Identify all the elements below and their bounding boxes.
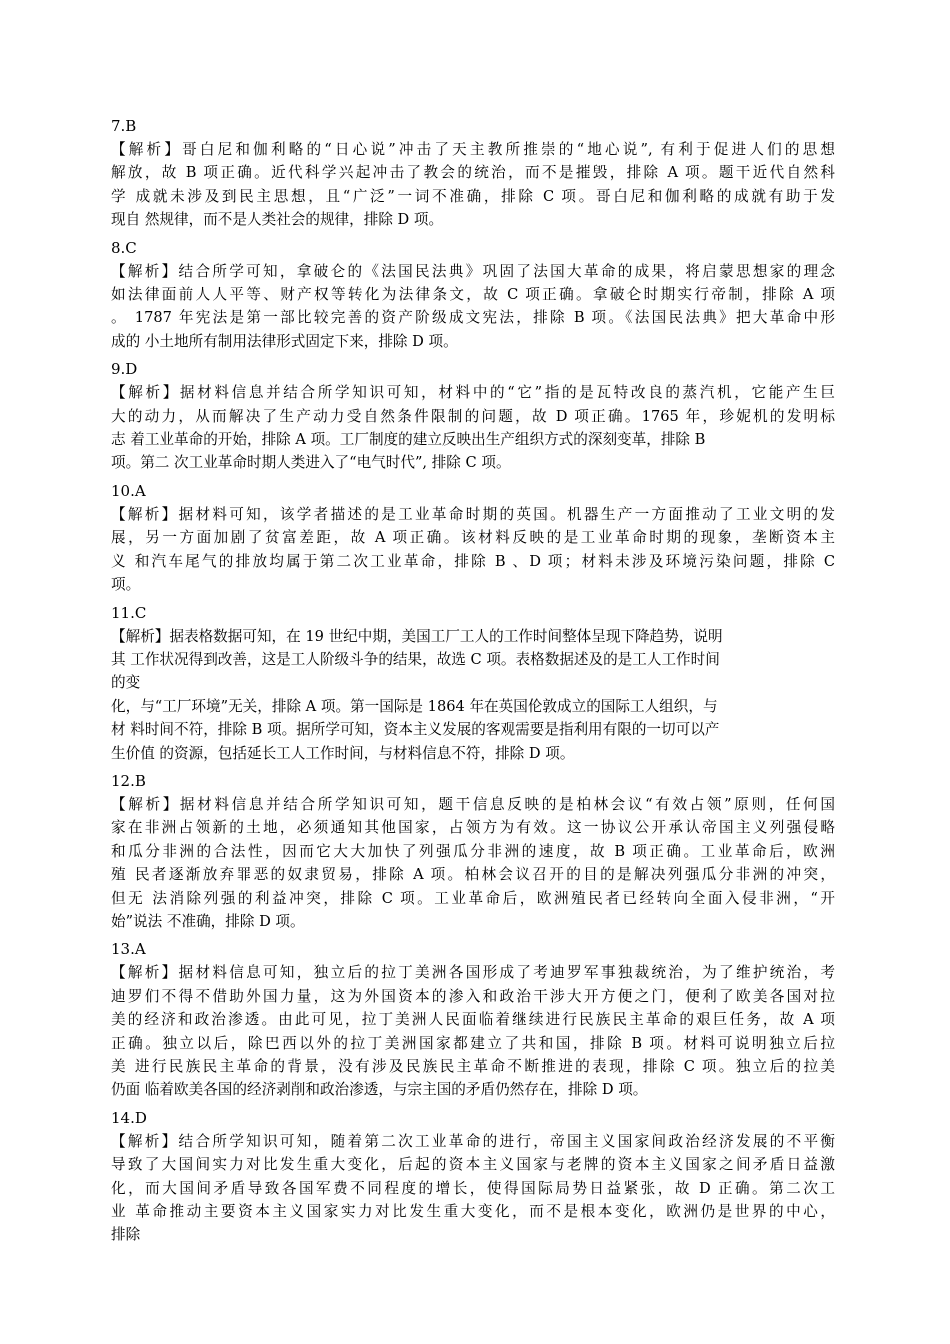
explanation-line: 【解析】据表格数据可知，在 19 世纪中期，美国工厂工人的工作时间整体呈现下降趋势，说明 <box>111 627 723 645</box>
explanation-line: 【解析】哥白尼和伽利略的“日心说”冲击了天主教所推崇的“地心说”, 有利于促进人们的思想 <box>111 141 835 158</box>
answer-item-7 <box>111 114 835 232</box>
explanation-line: 始”说法 不准确，排除 D 项。 <box>111 912 305 930</box>
explanation-line: 美 进行民族民主革命的背景，没有涉及民族民主革命不断推进的表现，排除 C 项。独立后的拉美 <box>111 1058 835 1075</box>
answer-item-14 <box>111 1106 835 1247</box>
answer-item-13 <box>111 937 835 1101</box>
explanation-line: 但无 法消除列强的利益冲突，排除 C 项。工业革命后，欧洲殖民者已经转向全面入侵非洲，“开 <box>111 889 835 907</box>
answer-number: 7.B <box>111 117 137 135</box>
answer-number: 10.A <box>111 481 146 500</box>
explanation-line: 仍面 临着欧美各国的经济剥削和政治渗透，与宗主国的矛盾仍然存在，排除 D 项。 <box>111 1081 648 1099</box>
explanation-line: 义 和汽车尾气的排放均属于第二次工业革命，排除 B 、D 项；材料未涉及环境污染问题，排除 C <box>111 552 835 570</box>
explanation-line: 和瓜分非洲的合法性，因而它大大加快了列强瓜分非洲的速度，故 B 项正确。工业革命后，欧洲 <box>111 842 835 860</box>
explanation-line: 化，而大国间矛盾导致各国军费不同程度的增长，使得国际局势日益紧张，故 D 正确。第二次工 <box>111 1179 835 1197</box>
answer-explanation <box>111 138 835 232</box>
explanation-line: 【解析】据材料可知，该学者描述的是工业革命时期的英国。机器生产一方面推动了工业文明的发 <box>111 505 835 523</box>
explanation-line: 【解析】结合所学知识可知，随着第二次工业革命的进行，帝国主义国家间政治经济发展的不平衡 <box>111 1132 835 1150</box>
explanation-line: 现自 然规律，而不是人类社会的规律，排除 D 项。 <box>111 211 444 229</box>
answer-number: 8.C <box>111 238 137 257</box>
answer-number: 13.A <box>111 940 146 959</box>
explanation-line: 化，与“工厂环境”无关，排除 A 项。第一国际是 1864 年在英国伦敦成立的国际工人组织，与 <box>111 697 718 715</box>
explanation-line: 【解析】结合所学可知，拿破仑的《法国民法典》巩固了法国大革命的成果，将启蒙思想家的理念 <box>111 262 835 280</box>
explanation-line: 迪罗们不得不借助外国力量，这为外国资本的渗入和政治干涉大开方便之门，便利了欧美各国对拉 <box>111 987 835 1005</box>
answer-explanation <box>111 625 835 765</box>
answer-explanation <box>111 503 835 597</box>
explanation-line: 。 1787 年宪法是第一部比较完善的资产阶级成文宪法，排除 B 项。《法国民法典》把大革命中形 <box>111 309 835 327</box>
answer-number: 12.B <box>111 771 146 790</box>
explanation-line: 美的经济和政治渗透。由此可见，拉丁美洲人民面临着继续进行民族民主革命的艰巨任务，故 A 项 <box>111 1011 835 1029</box>
explanation-line: 展，另一方面加剧了贫富差距，故 A 项正确。该材料反映的是工业革命时期的现象，垄断资本主 <box>111 529 835 547</box>
explanation-line: 【解析】据材料信息并结合所学知识可知，题干信息反映的是柏林会议“有效占领”原则，任何国 <box>111 795 835 813</box>
explanation-line: 学 成就未涉及到民主思想，且“广泛”一词不准确，排除 C 项。哥白尼和伽利略的成就有助于发 <box>111 187 835 205</box>
explanation-line: 业 革命推动主要资本主义国家实力对比发生重大变化，而不是根本变化，欧洲仍是世界的中心， <box>111 1203 835 1221</box>
explanation-line: 项。第二 次工业革命时期人类进入了“电气时代”, 排除 C 项。 <box>111 454 511 472</box>
answer-number: 14.D <box>111 1108 147 1127</box>
explanation-line: 其 工作状况得到改善，这是工人阶级斗争的结果，故选 C 项。表格数据述及的是工人工作时间 <box>111 650 720 668</box>
answer-document <box>111 114 835 1251</box>
explanation-line: 【解析】据材料信息可知，独立后的拉丁美洲各国形成了考迪罗军事独裁统治，为了维护统治，考 <box>111 964 835 982</box>
explanation-line: 项。 <box>111 576 141 594</box>
answer-item-8 <box>111 236 835 354</box>
answer-item-9 <box>111 357 835 475</box>
answer-explanation <box>111 1130 835 1247</box>
answer-number: 9.D <box>111 360 138 379</box>
explanation-line: 成的 小土地所有制用法律形式固定下来，排除 D 项。 <box>111 332 458 350</box>
explanation-line: 家在非洲占领新的土地，必须通知其他国家，占领方为有效。这一协议公开承认帝国主义列强侵略 <box>111 819 835 837</box>
answer-explanation <box>111 793 835 933</box>
answer-explanation <box>111 381 835 475</box>
explanation-line: 生价值 的资源，包括延长工人工作时间，与材料信息不符，排除 D 项。 <box>111 744 575 762</box>
answer-explanation <box>111 260 835 354</box>
explanation-line: 大的动力，从而解决了生产动力受自然条件限制的问题，故 D 项正确。1765 年，珍妮机的发明标 <box>111 407 835 425</box>
explanation-line: 如法律面前人人平等、财产权等转化为法律条文，故 C 项正确。拿破仑时期实行帝制，排除 A 项 <box>111 286 835 304</box>
explanation-line: 材 料时间不符，排除 B 项。据所学可知，资本主义发展的客观需要是指利用有限的一切可以产 <box>111 721 720 739</box>
explanation-line: 排除 <box>111 1226 141 1244</box>
explanation-line: 导致了大国间实力对比发生重大变化，后起的资本主义国家与老牌的资本主义国家之间矛盾日益激 <box>111 1156 835 1174</box>
explanation-line: 解放，故 B 项正确。近代科学兴起冲击了教会的统治，而不是摧毁，排除 A 项。题干近代自然科 <box>111 164 835 182</box>
answer-explanation <box>111 961 835 1101</box>
explanation-line: 正确。独立以后，除巴西以外的拉丁美洲国家都建立了共和国，排除 B 项。材料可说明独立后拉 <box>111 1034 835 1052</box>
explanation-line: 【解析】据材料信息并结合所学知识可知，材料中的“它”指的是瓦特改良的蒸汽机，它能产生巨 <box>111 384 835 402</box>
answer-item-11 <box>111 601 835 765</box>
answer-number: 11.C <box>111 603 147 622</box>
explanation-line: 的变 <box>111 674 141 692</box>
answer-item-10 <box>111 479 835 597</box>
explanation-line: 殖 民者逐渐放弃罪恶的奴隶贸易，排除 A 项。柏林会议召开的目的是解决列强瓜分非洲的冲突， <box>111 866 835 884</box>
explanation-line: 志 着工业革命的开始，排除 A 项。工厂制度的建立反映出生产组织方式的深刻变革，排除 B <box>111 431 706 449</box>
answer-item-12 <box>111 769 835 933</box>
